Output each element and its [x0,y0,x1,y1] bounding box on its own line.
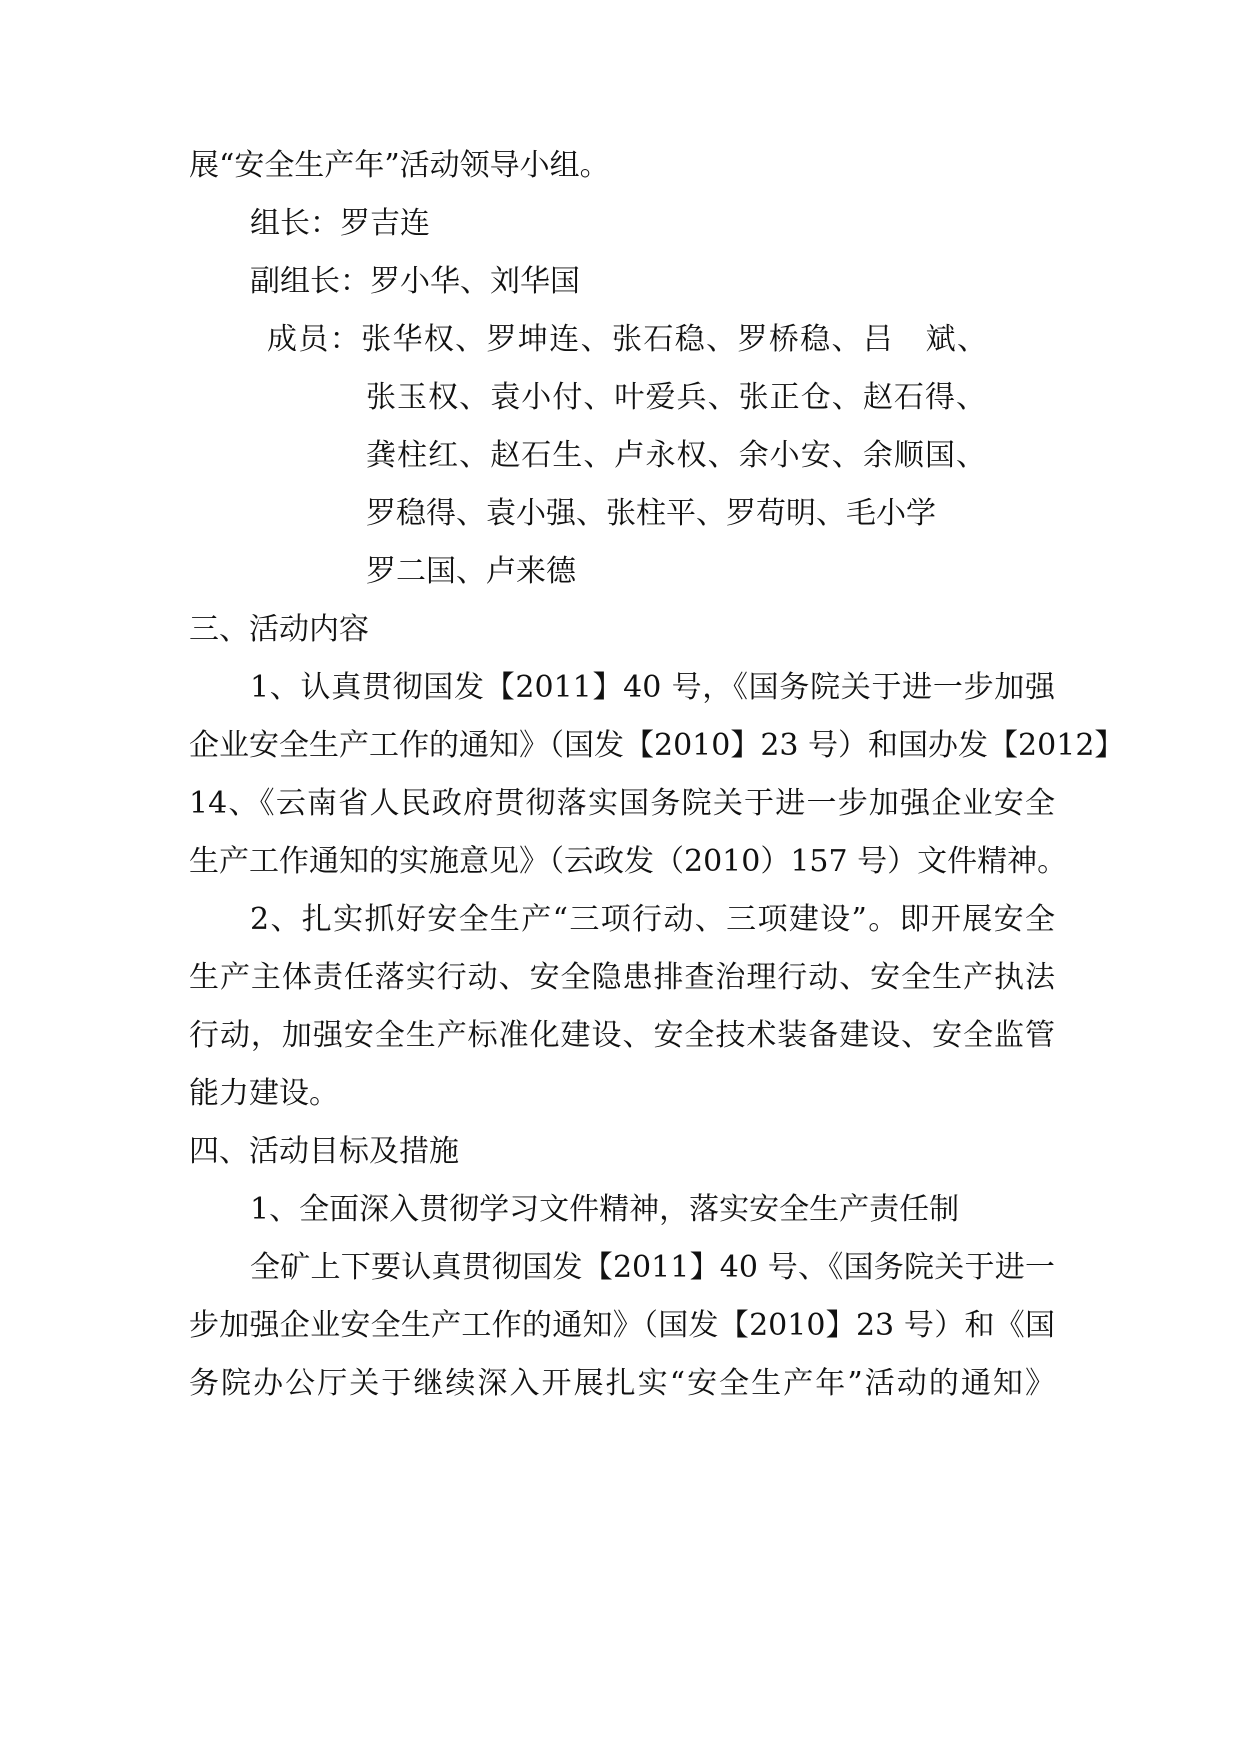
paragraph-line: 企业安全生产工作的通知》（国发【2010】23 号）和国办发【2012】 [189,728,1125,763]
paragraph-line: 行动，加强安全生产标准化建设、安全技术装备建设、安全监管 [189,1018,1055,1053]
group-leader-line: 组长：罗吉连 [250,206,430,241]
paragraph-line: 能力建设。 [189,1076,339,1111]
subsection-heading: 1、全面深入贯彻学习文件精神，落实安全生产责任制 [250,1192,960,1227]
paragraph-line: 步加强企业安全生产工作的通知》（国发【2010】23 号）和《国 [189,1308,1055,1343]
paragraph-line: 2、扎实抓好安全生产“三项行动、三项建设”。即开展安全 [250,902,1055,937]
paragraph-line: 展“安全生产年”活动领导小组。 [189,148,610,183]
members-continuation-line: 龚柱红、赵石生、卢永权、余小安、余顺国、 [366,438,986,473]
paragraph-line: 务院办公厅关于继续深入开展扎实“安全生产年”活动的通知》 [189,1366,1055,1401]
paragraph-line: 1、认真贯彻国发【2011】40 号，《国务院关于进一步加强 [250,670,1055,705]
members-continuation-line: 罗二国、卢来德 [366,554,576,589]
paragraph-line: 生产主体责任落实行动、安全隐患排查治理行动、安全生产执法 [189,960,1055,995]
paragraph-line: 生产工作通知的实施意见》（云政发（2010）157 号）文件精神。 [189,844,1068,879]
paragraph-line: 14、《云南省人民政府贯彻落实国务院关于进一步加强企业安全 [189,786,1055,821]
section-heading: 三、活动内容 [189,612,369,647]
section-heading: 四、活动目标及措施 [189,1134,459,1169]
members-continuation-line: 张玉权、袁小付、叶爱兵、张正仓、赵石得、 [366,380,986,415]
paragraph-line: 全矿上下要认真贯彻国发【2011】40 号、《国务院关于进一 [250,1250,1055,1285]
members-continuation-line: 罗稳得、袁小强、张柱平、罗苟明、毛小学 [366,496,936,531]
deputy-leader-line: 副组长：罗小华、刘华国 [250,264,580,299]
members-line: 成员：张华权、罗坤连、张石稳、罗桥稳、吕 斌、 [267,322,987,357]
